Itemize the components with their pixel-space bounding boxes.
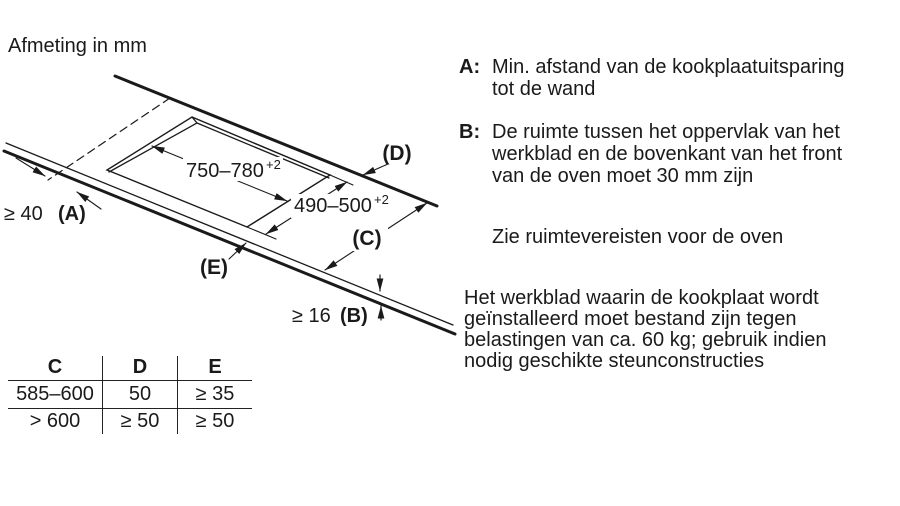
- note-a-key: A:: [459, 56, 481, 78]
- worktop-installation-diagram: [0, 60, 460, 350]
- table-row: [8, 380, 252, 408]
- oven-space-note: Zie ruimtevereisten voor de oven: [492, 226, 784, 248]
- width-dimension-superscript: +2: [266, 157, 281, 172]
- depth-dimension-superscript: +2: [374, 192, 389, 207]
- table-header-c: C: [8, 356, 103, 380]
- label-c: (C): [352, 227, 382, 250]
- label-b-value: ≥ 16: [292, 305, 331, 327]
- table-cell: 50: [103, 380, 178, 408]
- worktop-back-edge: [115, 76, 437, 206]
- depth-extension-line-top: [330, 175, 353, 185]
- d-leader-arrow: [363, 164, 388, 175]
- depth-extension-line-bottom: [247, 227, 276, 239]
- label-d: (D): [382, 142, 412, 165]
- table-header-d: D: [103, 356, 178, 380]
- table-cell: 585–600: [8, 380, 103, 408]
- table-cell: ≥ 50: [178, 408, 253, 434]
- dimension-unit-note: Afmeting in mm: [8, 35, 147, 57]
- table-cell: ≥ 50: [103, 408, 178, 434]
- note-b: [459, 121, 867, 187]
- clearance-table: [8, 356, 252, 434]
- note-b-text: De ruimte tussen het oppervlak van het werkblad en de bovenkant van het front van de oven moet 30 mm zijn: [492, 121, 843, 187]
- depth-dimension-text: 490–500: [294, 195, 372, 217]
- note-a: [459, 56, 867, 100]
- note-b-key: B:: [459, 121, 481, 143]
- table-cell: ≥ 35: [178, 380, 253, 408]
- label-e: (E): [200, 256, 228, 279]
- table-row: [8, 408, 252, 434]
- label-a: (A): [58, 203, 86, 225]
- table-cell: > 600: [29, 409, 81, 432]
- label-a-value: ≥ 40: [4, 203, 43, 225]
- load-capacity-note: Het werkblad waarin de kookplaat wordt geïnstalleerd moet bestand zijn tegen belastingen van ca. 60 kg; gebruik indien nodig geschikte steunconstructies: [464, 287, 827, 372]
- wall-dashed-line: [48, 98, 170, 180]
- table-header-row: [8, 356, 252, 380]
- width-dimension-text: 750–780: [186, 160, 264, 182]
- label-b: (B): [340, 305, 368, 327]
- note-a-text: Min. afstand van de kookplaatuitsparing tot de wand: [492, 56, 845, 100]
- table-header-e: E: [178, 356, 253, 380]
